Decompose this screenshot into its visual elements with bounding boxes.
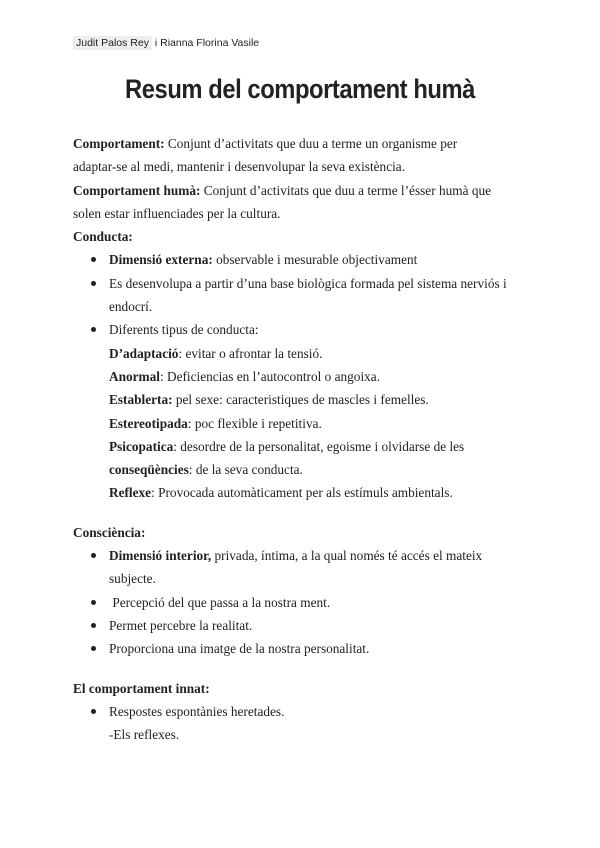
author-chip[interactable]: Judit Palos Rey: [73, 36, 152, 50]
conducta-type-term: Anormal: [109, 368, 160, 384]
comportament-huma-def-cont: solen estar influenciades per la cultura.: [73, 205, 281, 221]
conducta-type: [73, 365, 533, 388]
conducta-type-term: Establerta:: [109, 392, 173, 408]
conducta-type: [73, 435, 533, 458]
conducta-type: [73, 412, 533, 435]
consciencia-bullet-4: Proporciona una imatge de la nostra personalitat.: [73, 637, 533, 660]
conducta-type: [73, 481, 533, 504]
conducta-type-text: : desordre de la personalitat, egoisme i olvidarse de les: [173, 438, 465, 454]
conducta-type: [73, 458, 533, 481]
conducta-type-term: conseqüències: [109, 462, 189, 478]
conducta-type-text: : evitar o afrontar la tensió.: [178, 345, 323, 361]
comportament-huma-def: Conjunt d’activitats que duu a terme l’ésser humà que: [200, 182, 492, 198]
consciencia-bullet-1: [73, 544, 533, 567]
innat-bullet-1: Respostes espontànies heretades.: [73, 700, 533, 723]
consciencia-bullet-3: Permet percebre la realitat.: [73, 614, 533, 637]
conducta-bullet-3: Diferents tipus de conducta:: [73, 318, 533, 341]
conducta-type-text: pel sexe: caracteristiques de mascles i femelles.: [172, 392, 429, 408]
consciencia-bullet-1-term: Dimensió interior,: [109, 548, 212, 564]
conducta-type-text: : Provocada automàticament per als estímuls ambientals.: [151, 485, 453, 501]
document-body: [73, 132, 533, 746]
conducta-heading: Conducta:: [73, 229, 133, 245]
consciencia-bullet-1-cont: subjecte.: [109, 571, 156, 587]
conducta-type: [73, 342, 533, 365]
comportament-def-line: [73, 132, 533, 155]
conducta-type-term: Psicopatica: [109, 438, 174, 454]
innat-heading: El comportament innat:: [73, 680, 210, 696]
section-spacer: [73, 505, 533, 521]
conducta-bullet-2-cont: endocrí.: [109, 299, 153, 315]
section-spacer: [73, 661, 533, 677]
comportament-huma-term: Comportament humà:: [73, 182, 201, 198]
conducta-type-term: Estereotipada: [109, 415, 188, 431]
comportament-def-cont: adaptar-se al medi, mantenir i desenvolupar la seva existència.: [73, 159, 406, 175]
author-coauthor: i Rianna Florina Vasile: [151, 37, 260, 49]
conducta-type-text: : poc flexible i repetitiva.: [187, 415, 322, 431]
innat-sub-item: -Els reflexes.: [109, 727, 180, 743]
consciencia-bullet-1-text: privada, íntima, a la qual només té accés el mateix: [211, 548, 483, 564]
conducta-type-term: D’adaptació: [109, 345, 179, 361]
consciencia-bullet-2: Percepció del que passa a la nostra ment.: [73, 591, 533, 614]
conducta-type: [73, 388, 533, 411]
comportament-def: Conjunt d’activitats que duu a terme un organisme per: [164, 136, 458, 151]
conducta-bullet-1: [73, 248, 533, 271]
author-line: [73, 37, 259, 49]
page-title: Resum del comportament humà: [125, 74, 475, 104]
conducta-bullet-2: Es desenvolupa a partir d’una base biològica formada pel sistema nerviós i: [73, 272, 533, 295]
conducta-bullet-1-term: Dimensió externa:: [109, 252, 213, 268]
conducta-type-text: : Deficiencias en l’autocontrol o angoixa.: [159, 368, 381, 384]
comportament-huma-line: [73, 179, 533, 202]
comportament-term: Comportament:: [73, 136, 165, 151]
consciencia-heading: Consciència:: [73, 524, 146, 540]
conducta-type-text: : de la seva conducta.: [188, 462, 303, 478]
conducta-bullet-1-text: observable i mesurable objectivament: [212, 252, 418, 268]
conducta-type-term: Reflexe: [109, 485, 152, 501]
